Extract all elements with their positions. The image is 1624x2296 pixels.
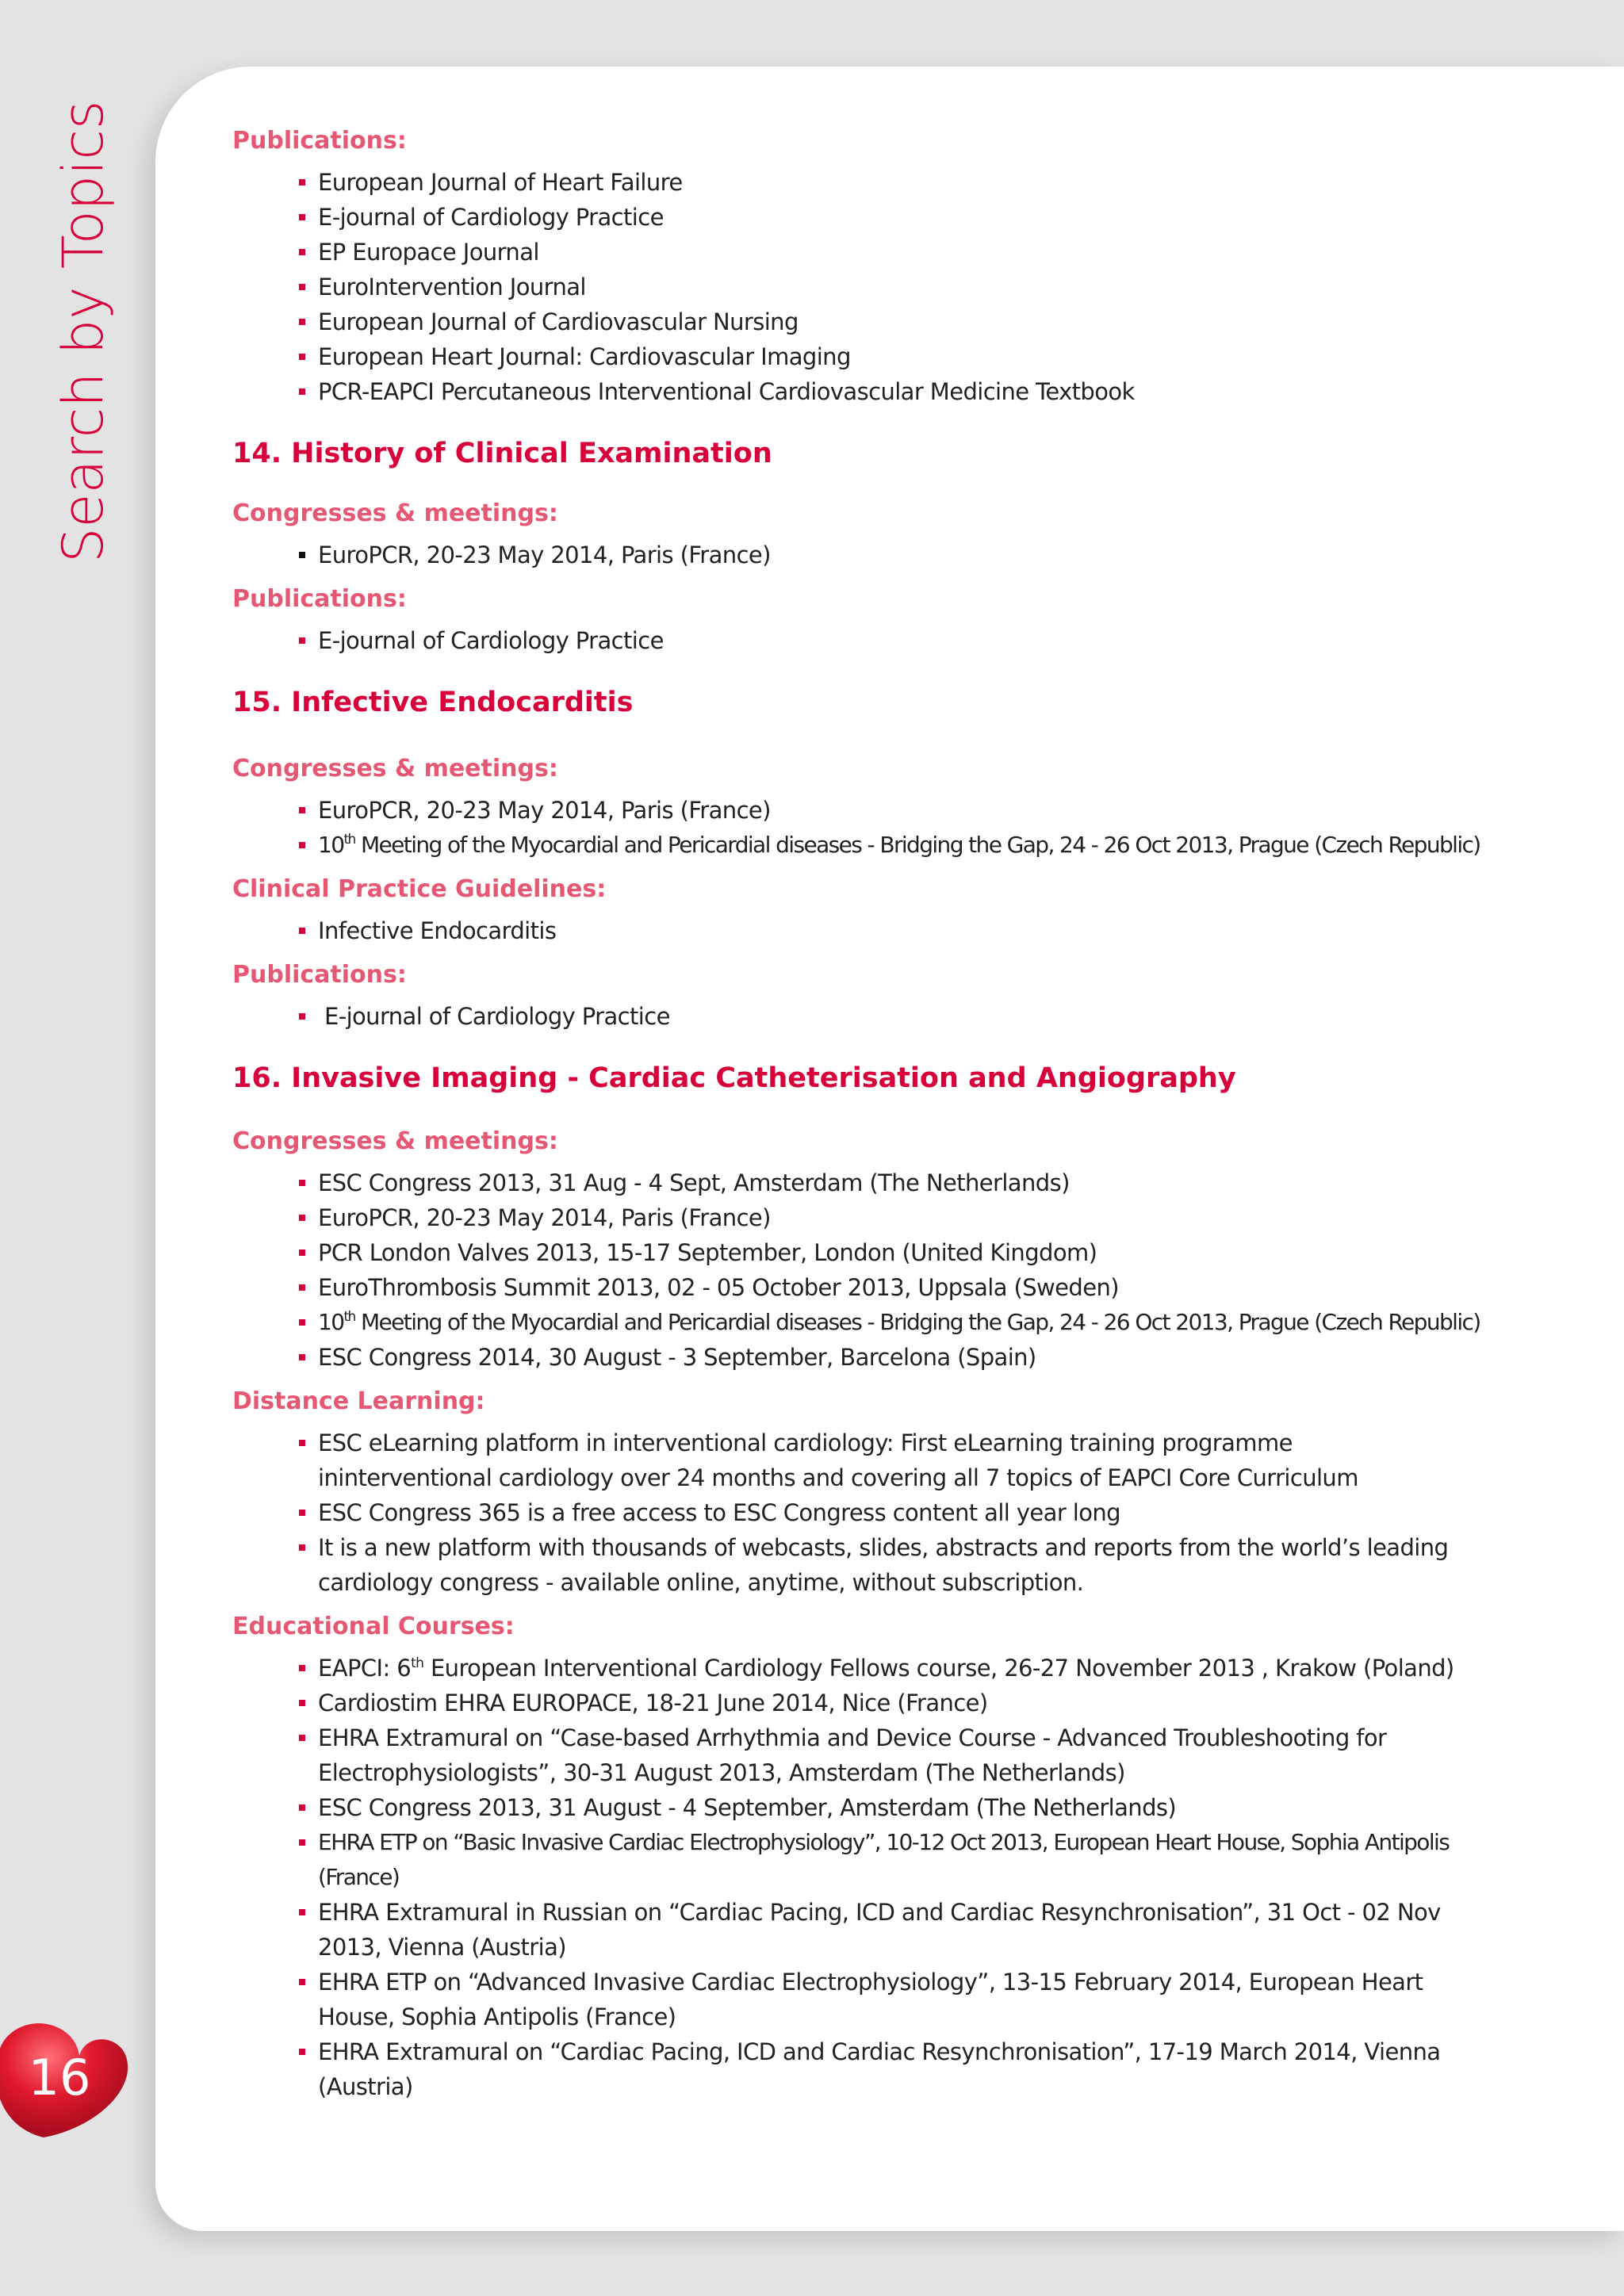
congress-label: Congresses & meetings:	[232, 499, 558, 527]
congress-list	[232, 538, 1549, 572]
list-item: Cardiostim EHRA EUROPACE, 18-21 June 2014, Nice (France)	[232, 1686, 1533, 1720]
list-item: Infective Endocarditis	[232, 913, 1549, 948]
list-item-text: European Interventional Cardiology Fellows course, 26-27 November 2013 , Krakow (Poland)	[423, 1655, 1454, 1682]
publications-label: Publications:	[232, 585, 407, 613]
congress-label: Congresses & meetings:	[232, 1127, 558, 1155]
list-item: ESC eLearning platform in interventional cardiology: First eLearning training programme ininterventional cardiology over 24 months and covering all 7 topics of EAPCI Core Curriculum	[232, 1425, 1517, 1495]
section-16-heading: 16. Invasive Imaging - Cardiac Catheterisation and Angiography	[232, 1062, 1236, 1094]
ordinal-suffix: th	[343, 832, 355, 848]
list-item: EHRA Extramural on “Case-based Arrhythmia and Device Course - Advanced Troubleshooting for Electrophysiologists”, 30-31 August 2013, Amsterdam (The Netherlands)	[232, 1720, 1533, 1790]
publications-list	[232, 165, 1549, 409]
page-number: 16	[28, 2049, 91, 2107]
list-item	[232, 1305, 1549, 1340]
side-title: Search by Topics	[51, 100, 116, 563]
list-item: E-journal of Cardiology Practice	[232, 999, 1549, 1034]
list-item: ESC Congress 2013, 31 August - 4 September, Amsterdam (The Netherlands)	[232, 1790, 1533, 1825]
ordinal-suffix: th	[411, 1655, 424, 1671]
list-item: ESC Congress 2013, 31 Aug - 4 Sept, Amsterdam (The Netherlands)	[232, 1165, 1549, 1200]
list-item: European Journal of Heart Failure	[232, 165, 1549, 200]
list-item	[232, 1651, 1533, 1686]
section-15-heading: 15. Infective Endocarditis	[232, 687, 634, 718]
list-item: E-journal of Cardiology Practice	[232, 623, 1549, 658]
guidelines-list	[232, 913, 1549, 948]
list-item-text: Meeting of the Myocardial and Pericardial diseases - Bridging the Gap, 24 - 26 Oct 2013, Prague (Czech Republic)	[361, 1309, 1480, 1335]
list-item: European Heart Journal: Cardiovascular Imaging	[232, 339, 1549, 374]
ordinal-number: 10	[318, 832, 344, 858]
congress-list	[232, 1165, 1549, 1375]
list-item: EuroThrombosis Summit 2013, 02 - 05 October 2013, Uppsala (Sweden)	[232, 1270, 1549, 1305]
list-item: EP Europace Journal	[232, 235, 1549, 270]
publications-list	[232, 999, 1549, 1034]
list-item: EuroPCR, 20-23 May 2014, Paris (France)	[232, 538, 1549, 572]
ordinal-number: 10	[318, 1309, 344, 1335]
list-item: EuroPCR, 20-23 May 2014, Paris (France)	[232, 793, 1549, 828]
list-item	[232, 828, 1549, 863]
list-item: ESC Congress 2014, 30 August - 3 September, Barcelona (Spain)	[232, 1340, 1549, 1375]
list-item: ESC Congress 365 is a free access to ESC Congress content all year long	[232, 1495, 1517, 1530]
list-item: PCR-EAPCI Percutaneous Interventional Cardiovascular Medicine Textbook	[232, 374, 1549, 409]
list-item: EuroIntervention Journal	[232, 270, 1549, 304]
list-item: E-journal of Cardiology Practice	[232, 200, 1549, 235]
course-prefix: EAPCI: 6	[318, 1655, 412, 1682]
congress-list	[232, 793, 1549, 863]
distance-learning-list	[232, 1425, 1517, 1600]
page-number-badge	[0, 2020, 135, 2139]
guidelines-label: Clinical Practice Guidelines:	[232, 875, 607, 903]
page-content	[232, 125, 1549, 2104]
list-item: EuroPCR, 20-23 May 2014, Paris (France)	[232, 1200, 1549, 1235]
ordinal-suffix: th	[343, 1309, 355, 1325]
list-item: EHRA Extramural in Russian on “Cardiac Pacing, ICD and Cardiac Resynchronisation”, 31 Oct - 02 Nov 2013, Vienna (Austria)	[232, 1895, 1533, 1965]
publications-label: Publications:	[232, 961, 407, 989]
list-item: EHRA Extramural on “Cardiac Pacing, ICD and Cardiac Resynchronisation”, 17-19 March 2014, Vienna (Austria)	[232, 2034, 1533, 2104]
list-item: It is a new platform with thousands of webcasts, slides, abstracts and reports from the world’s leading cardiology congress - available online, anytime, without subscription.	[232, 1530, 1517, 1600]
educational-courses-label: Educational Courses:	[232, 1613, 515, 1640]
educational-courses-list	[232, 1651, 1533, 2104]
distance-learning-label: Distance Learning:	[232, 1387, 485, 1415]
list-item: PCR London Valves 2013, 15-17 September, London (United Kingdom)	[232, 1235, 1549, 1270]
section-14-heading: 14. History of Clinical Examination	[232, 438, 772, 469]
congress-label: Congresses & meetings:	[232, 755, 558, 783]
publications-list	[232, 623, 1549, 658]
publications-label: Publications:	[232, 127, 407, 155]
list-item: EHRA ETP on “Basic Invasive Cardiac Electrophysiology”, 10-12 Oct 2013, European Heart House, Sophia Antipolis (France)	[232, 1825, 1533, 1895]
list-item: EHRA ETP on “Advanced Invasive Cardiac Electrophysiology”, 13-15 February 2014, European Heart House, Sophia Antipolis (France)	[232, 1965, 1533, 2034]
list-item: European Journal of Cardiovascular Nursing	[232, 304, 1549, 339]
list-item-text: Meeting of the Myocardial and Pericardial diseases - Bridging the Gap, 24 - 26 Oct 2013, Prague (Czech Republic)	[361, 832, 1480, 858]
